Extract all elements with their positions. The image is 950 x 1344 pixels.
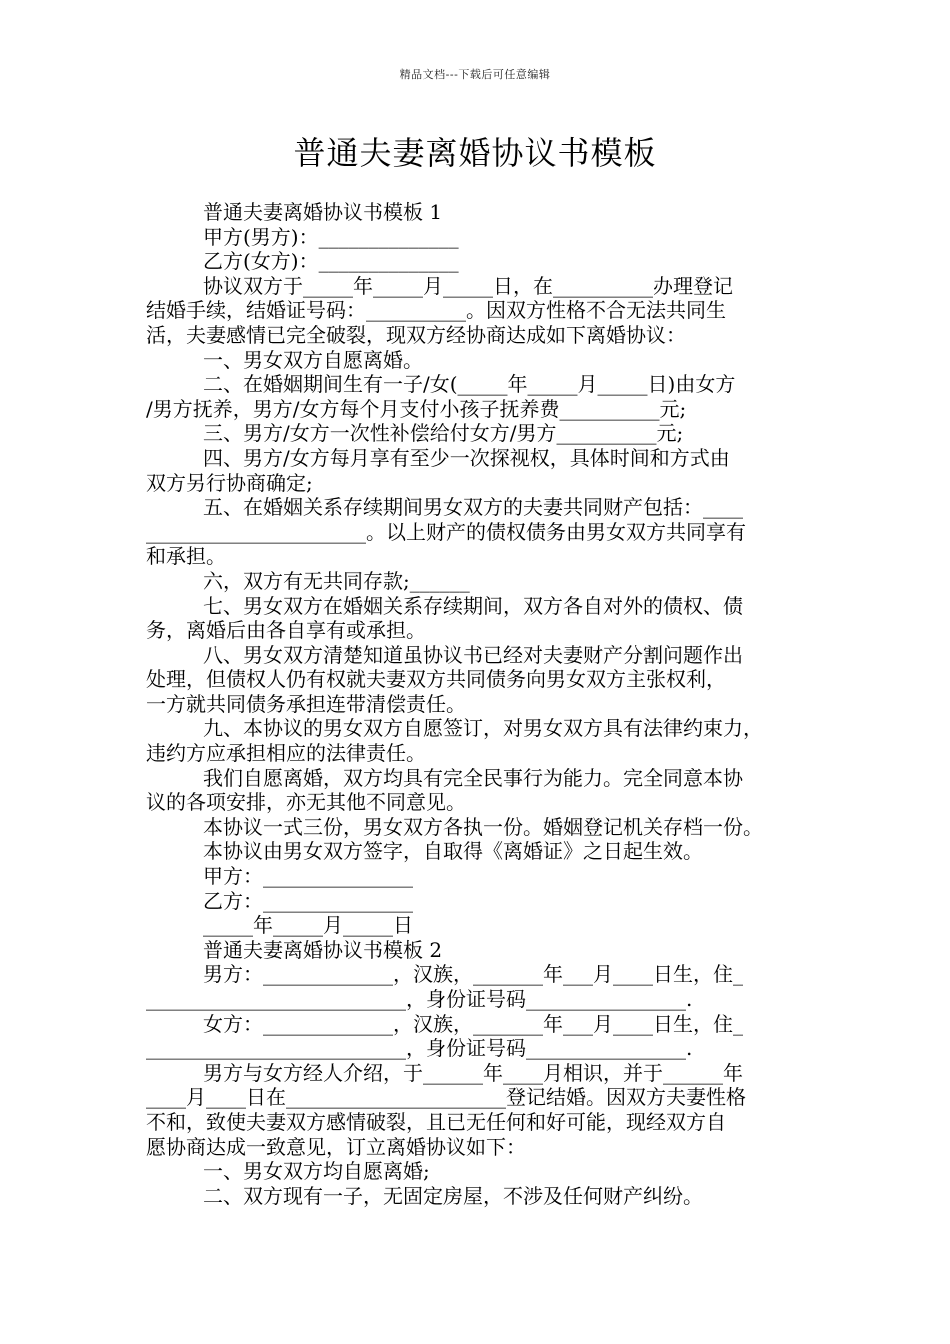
body-line: 违约方应承担相应的法律责任。: [146, 741, 426, 766]
body-line: 议的各项安排，亦无其他不同意见。: [146, 790, 466, 815]
body-line: 活，夫妻感情已完全破裂，现双方经协商达成如下离婚协议：: [146, 322, 686, 347]
date-line: _____年_____月_____日: [203, 913, 413, 938]
body-line: 我们自愿离婚，双方均具有完全民事行为能力。完全同意本协: [203, 765, 743, 790]
party-a-line: 甲方(男方)：______________: [203, 224, 459, 249]
body-line: __________________________，身份证号码________________.: [146, 987, 693, 1011]
clause-line: 一、男女双方自愿离婚。: [203, 347, 423, 372]
body-line: 本协议由男女双方签字，自取得《离婚证》之日起生效。: [203, 839, 703, 864]
body-line: 女方：_____________，汉族，_______年___月____日生，住_: [203, 1011, 743, 1036]
header-note: 精品文档---下载后可任意编辑: [399, 68, 551, 81]
body-line: 务，离婚后由各自享有或承担。: [146, 618, 426, 643]
party-b-line: 乙方(女方)：______________: [203, 249, 459, 274]
clause-line: 九、本协议的男女双方自愿签订，对男女双方具有法律约束力，: [203, 716, 763, 741]
clause-line: 二、双方现有一子，无固定房屋，不涉及任何财产纠纷。: [203, 1183, 703, 1208]
clause-line: 二、在婚姻期间生有一子/女(_____年_____月_____日)由女方: [203, 372, 736, 397]
document-title: 普通夫妻离婚协议书模板: [293, 134, 657, 172]
body-line: 双方另行协商确定;: [146, 470, 313, 495]
body-line: 男方：_____________，汉族，_______年___月____日生，住_: [203, 962, 743, 987]
body-line: 不和，致使夫妻双方感情破裂，且已无任何和好可能，现经双方自: [146, 1109, 726, 1134]
section-heading-2: 普通夫妻离婚协议书模板 2: [203, 937, 443, 962]
body-line: 结婚手续，结婚证号码：__________。因双方性格不合无法共同生: [146, 298, 726, 323]
signature-a-line: 甲方：_______________: [203, 864, 413, 889]
body-line: 本协议一式三份，男女双方各执一份。婚姻登记机关存档一份。: [203, 814, 763, 839]
clause-line: 六，双方有无共同存款;______: [203, 568, 470, 593]
body-line: 男方与女方经人介绍，于______年____月相识，并于______年: [203, 1060, 743, 1085]
clause-line: 五、在婚姻关系存续期间男女双方的夫妻共同财产包括：____: [203, 495, 743, 520]
body-line: /男方抚养，男方/女方每个月支付小孩子抚养费__________元;: [146, 396, 687, 421]
body-line: 一方就共同债务承担连带清偿责任。: [146, 691, 466, 716]
body-line: 愿协商达成一致意见，订立离婚协议如下：: [146, 1134, 526, 1159]
clause-line: 七、男女双方在婚姻关系存续期间，双方各自对外的债权、债: [203, 593, 743, 618]
signature-b-line: 乙方：_______________: [203, 888, 413, 913]
document-body: [146, 200, 814, 1208]
clause-line: 八、男女双方清楚知道虽协议书已经对夫妻财产分割问题作出: [203, 642, 743, 667]
section-heading-1: 普通夫妻离婚协议书模板 1: [203, 200, 443, 224]
clause-line: 一、男女双方均自愿离婚;: [203, 1159, 430, 1184]
clause-line: 四、男方/女方每月享有至少一次探视权，具体时间和方式由: [203, 445, 730, 470]
clause-line: 三、男方/女方一次性补偿给付女方/男方__________元;: [203, 421, 684, 446]
body-line: ______________________。以上财产的债权债务由男女双方共同享有: [146, 519, 746, 544]
body-line: __________________________，身份证号码________________.: [146, 1036, 693, 1061]
body-line: 协议双方于_____年_____月_____日，在__________办理登记: [203, 273, 733, 298]
body-line: ____月____日在______________________登记结婚。因双方夫妻性格: [146, 1085, 746, 1110]
body-line: 和承担。: [146, 544, 226, 569]
body-line: 处理，但债权人仍有权就夫妻双方共同债务向男女双方主张权利，: [146, 667, 726, 692]
